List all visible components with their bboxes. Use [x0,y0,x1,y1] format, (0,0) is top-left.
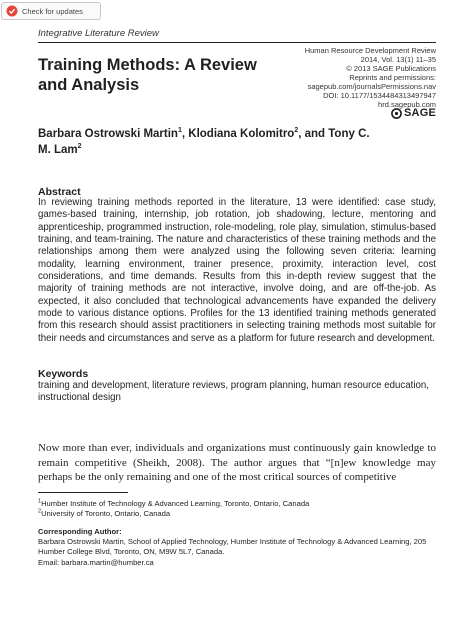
journal-doi[interactable]: DOI: 10.1177/1534484313497947 [323,91,436,100]
author-name: Klodiana Kolomitro [188,128,295,140]
footnote-marker: 1 [38,498,42,505]
journal-permissions-link[interactable]: sagepub.com/journalsPermissions.nav [307,82,436,91]
footnote-divider [38,492,128,493]
affiliation-footnote [38,499,436,509]
article-title: Training Methods: A Review and Analysis [38,56,257,94]
check-for-updates-badge[interactable] [1,2,101,20]
affiliation-marker: 2 [294,127,299,135]
author-name: Barbara Ostrowski Martin [38,128,178,140]
footnote-text: University of Toronto, Ontario, Canada [41,509,171,519]
header-divider [38,42,436,43]
introduction-paragraph: Now more than ever, individuals and organizations must continuously gain knowledge to remain competitive (Sheikh, 2008). The author argues that “[n]ew knowledge may perhaps be the only remaining and one of the most critical sources of competitive [38,442,436,483]
corresponding-author [38,527,436,568]
author-separator: , and [298,128,329,140]
author-separator: , [181,128,189,140]
sage-mark-icon [391,108,402,119]
author-name: Tony C. M. Lam [38,128,370,156]
abstract-heading: Abstract [38,186,81,198]
journal-url[interactable]: hrd.sagepub.com [378,100,436,109]
abstract-text: In reviewing training methods reported in the literature, 13 were identified: case study, games-based training, internship, job rotation, job shadowing, lecture, mentoring and apprenticeship, programmed instruction, role-modeling, role play, simulation, stimulus-based training, and team-training. The nature and characteristics of these training methods and the relationships among them were analyzed using the following seven criteria: learning modality, learning environment, trainer presence, proximity, interaction level, cost considerations, and time demands. Results from this in-depth review suggest that the majority of training methods are not interactive, involve doing, and are off-the-job. As expected, it also concluded that technological advancements have expanded the delivery mode to various distance options. Profiles for the 13 identified training methods generated from this research should assist practitioners in selecting training methods most suitable for their needs and circumstances and serve as a platform for future research and development. [38,197,436,344]
journal-name: Human Resource Development Review [304,46,436,55]
corresponding-author-email[interactable]: Email: barbara.martin@humber.ca [38,557,154,567]
check-for-updates-label: Check for updates [22,6,83,16]
keywords-heading: Keywords [38,368,89,380]
corresponding-author-address: Barbara Ostrowski Martin, School of Applied Technology, Humber Institute of Technology & Advanced Learning, 205 Humber College Blvd, Toronto, ON, M9W 5L7, Canada. [38,537,427,557]
footnote-text: Humber Institute of Technology & Advanced Learning, Toronto, Ontario, Canada [41,499,310,508]
affiliation-marker: 2 [77,143,82,151]
crossmark-icon [6,5,18,17]
journal-permissions-label: Reprints and permissions: [349,73,436,82]
sage-logo-text: SAGE [404,107,436,119]
author-list [38,126,378,158]
footnote-marker: 2 [38,508,42,515]
affiliation-footnote [38,509,436,519]
affiliation-footnotes [38,499,436,519]
journal-copyright: © 2013 SAGE Publications [346,64,436,73]
journal-volume: 2014, Vol. 13(1) 11–35 [360,55,436,64]
affiliation-marker: 1 [177,127,182,135]
section-label: Integrative Literature Review [38,28,159,39]
keywords-text: training and development, literature reviews, program planning, human resource education, instructional design [38,380,429,404]
sage-logo [391,107,436,119]
corresponding-author-heading: Corresponding Author: [38,527,122,536]
